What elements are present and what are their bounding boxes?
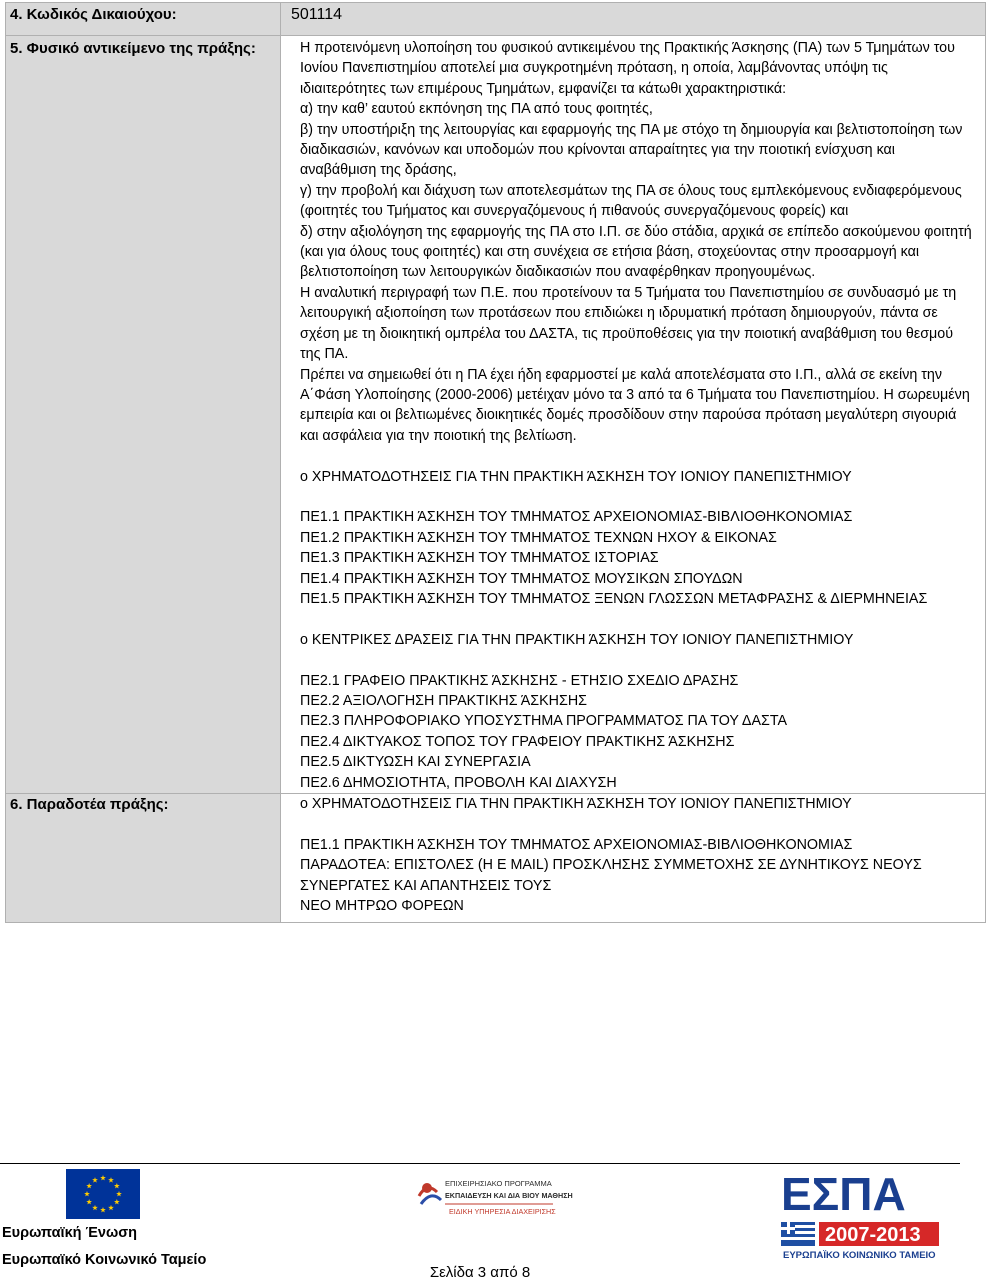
paragraph-intro: Η προτεινόμενη υλοποίηση του φυσικού αντικειμένου της Πρακτικής Άσκησης (ΠΑ) των 5 Τμημάτων του Ιονίου Πανεπιστημίου αποτελεί μια συγκροτημένη πρόταση, η οποία, λαμβάνοντας υπόψη τις ιδιαιτερότητες των επιμέρους Τμημάτων, εμφανίζει τα κάτωθι χαρακτηριστικά: [300,40,955,97]
deliverables-item: ΠΕ1.1 ΠΡΑΚΤΙΚΗ ΆΣΚΗΣΗ ΤΟΥ ΤΜΗΜΑΤΟΣ ΑΡΧΕΙΟΝΟΜΙΑΣ-ΒΙΒΛΙΟΘΗΚΟΝΟΜΙΑΣ [300,836,853,853]
group2-item: ΠΕ2.1 ΓΡΑΦΕΙΟ ΠΡΑΚΤΙΚΗΣ ΆΣΚΗΣΗΣ - ΕΤΗΣΙΟ ΣΧΕΔΙΟ ΔΡΑΣΗΣ [300,672,739,689]
group1-item: ΠΕ1.3 ΠΡΑΚΤΙΚΗ ΆΣΚΗΣΗ ΤΟΥ ΤΜΗΜΑΤΟΣ ΙΣΤΟΡΙΑΣ [300,550,659,567]
page-number: Σελίδα 3 από 8 [429,1264,531,1281]
paragraph-note: Πρέπει να σημειωθεί ότι η ΠΑ έχει ήδη εφαρμοστεί με καλά αποτελέσματα στο Ι.Π., αλλά σε εκείνη την Α΄Φάση Υλοποίησης (2000-2006) μετέιχαν μόνο τα 3 από τα 6 Τμήματα του Πανεπιστημίου. Η σωρευμένη εμπειρία και οι βελτιωμένες διοικητικές δομές προσδίδουν στην παρούσα πρόταση μεγαλύτερη σιγουριά και ασφάλεια για την ποιοτική της βελτίωση. [300,366,970,444]
op-logo-line2: ΕΚΠΑΙΔΕΥΣΗ ΚΑΙ ΔΙΑ ΒΙΟΥ ΜΑΘΗΣΗ [445,1191,573,1200]
espa-logo-caption: ΕΥΡΩΠΑΪΚΟ ΚΟΙΝΩΝΙΚΟ ΤΑΜΕΙΟ [783,1250,936,1261]
group1-item: ΠΕ1.4 ΠΡΑΚΤΙΚΗ ΆΣΚΗΣΗ ΤΟΥ ΤΜΗΜΑΤΟΣ ΜΟΥΣΙΚΩΝ ΣΠΟΥΔΩΝ [300,570,743,587]
greek-flag-icon [781,1222,815,1246]
paragraph-b: β) την υποστήριξη της λειτουργίας και εφαρμογής της ΠΑ με στόχο τη δημιουργία και βελτιστοποίηση των διαδικασιών, κανόνων και υποδομών που κρίνονται απαραίτητες για την ποιοτική ενίσχυση και αναβάθμιση της δράσης, [300,121,963,179]
group1-item: ΠΕ1.5 ΠΡΑΚΤΙΚΗ ΆΣΚΗΣΗ ΤΟΥ ΤΜΗΜΑΤΟΣ ΞΕΝΩΝ ΓΛΩΣΣΩΝ ΜΕΤΑΦΡΑΣΗΣ & ΔΙΕΡΜΗΝΕΙΑΣ [300,590,928,607]
physical-object-content [281,36,986,794]
document-table [5,2,986,923]
beneficiary-code-label: 4. Κωδικός Δικαιούχου: [6,3,281,36]
group2-item: ΠΕ2.4 ΔΙΚΤΥΑΚΟΣ ΤΟΠΟΣ ΤΟΥ ΓΡΑΦΕΙΟΥ ΠΡΑΚΤΙΚΗΣ ΆΣΚΗΣΗΣ [300,733,735,750]
page-footer [0,1163,960,1286]
group2-item: ΠΕ2.6 ΔΗΜΟΣΙΟΤΗΤΑ, ΠΡΟΒΟΛΗ ΚΑΙ ΔΙΑΧΥΣΗ [300,774,617,791]
group1-title: ο ΧΡΗΜΑΤΟΔΟΤΗΣΕΙΣ ΓΙΑ ΤΗΝ ΠΡΑΚΤΙΚΗ ΆΣΚΗΣΗ ΤΟΥ ΙΟΝΙΟΥ ΠΑΝΕΠΙΣΤΗΜΙΟΥ [300,468,852,485]
row-deliverables [6,793,986,922]
footer-divider [0,1163,960,1164]
eu-union-text: Ευρωπαϊκή Ένωση [2,1225,137,1241]
physical-object-label: 5. Φυσικό αντικείμενο της πράξης: [10,40,256,57]
group1-item: ΠΕ1.2 ΠΡΑΚΤΙΚΗ ΆΣΚΗΣΗ ΤΟΥ ΤΜΗΜΑΤΟΣ ΤΕΧΝΩΝ ΗΧΟΥ & ΕΙΚΟΝΑΣ [300,529,777,546]
paragraph-description: Η αναλυτική περιγραφή των Π.Ε. που προτείνουν τα 5 Τμήματα του Πανεπιστημίου σε συνδυασμό με τη λειτουργική αξιοποίηση των προτάσεων που επιδιώκει η ιδρυματική πρόταση δημιουργούν, πάντα σε σχέση με τη διοικητική ομπρέλα του ΔΑΣΤΑ, τις προϋποθέσεις για την ποιοτική αναβάθμιση του θεσμού της ΠΑ. [300,284,957,363]
group2-item: ΠΕ2.5 ΔΙΚΤΥΩΣΗ ΚΑΙ ΣΥΝΕΡΓΑΣΙΑ [300,754,531,771]
row-physical-object [6,36,986,794]
paragraph-a: α) την καθ’ εαυτού εκπόνηση της ΠΑ από τους φοιτητές, [300,101,653,118]
group2-title: ο ΚΕΝΤΡΙΚΕΣ ΔΡΑΣΕΙΣ ΓΙΑ ΤΗΝ ΠΡΑΚΤΙΚΗ ΆΣΚΗΣΗ ΤΟΥ ΙΟΝΙΟΥ ΠΑΝΕΠΙΣΤΗΜΙΟΥ [300,631,854,648]
group2-item: ΠΕ2.2 ΑΞΙΟΛΟΓΗΣΗ ΠΡΑΚΤΙΚΗΣ ΆΣΚΗΣΗΣ [300,692,587,709]
beneficiary-code-value: 501114 [281,3,986,36]
espa-logo-years: 2007-2013 [825,1224,921,1246]
op-logo-line1: ΕΠΙΧΕΙΡΗΣΙΑΚΟ ΠΡΟΓΡΑΜΜΑ [445,1179,552,1188]
row-beneficiary-code [6,3,986,36]
group1-item: ΠΕ1.1 ΠΡΑΚΤΙΚΗ ΆΣΚΗΣΗ ΤΟΥ ΤΜΗΜΑΤΟΣ ΑΡΧΕΙΟΝΟΜΙΑΣ-ΒΙΒΛΙΟΘΗΚΟΝΟΜΙΑΣ [300,509,853,526]
espa-logo-word: ΕΣΠΑ [781,1168,906,1220]
eu-flag-icon [66,1169,140,1219]
deliverables-item: ΝΕΟ ΜΗΤΡΩΟ ΦΟΡΕΩΝ [300,897,464,914]
op-logo-mark-icon [419,1183,441,1204]
paragraph-d: δ) στην αξιολόγηση της εφαρμογής της ΠΑ στο Ι.Π. σε δύο στάδια, αρχικά σε επίπεδο ασκούμενου φοιτητή (και για όλους τους φοιτητές) και στη συνέχεια σε ετήσια βάση, στοχεύοντας στην προσαρμογή και βελτιστοποίηση των λειτουργικών διαδικασιών που αναφέρθηκαν προηγουμένως. [300,223,972,281]
espa-logo [775,1168,945,1262]
op-education-logo [415,1174,573,1246]
deliverables-item: ΠΑΡΑΔΟΤΕΑ: ΕΠΙΣΤΟΛΕΣ (Η Ε MAIL) ΠΡΟΣΚΛΗΣΗΣ ΣΥΜΜΕΤΟΧΗΣ ΣΕ ΔΥΝΗΤΙΚΟΥΣ ΝΕΟΥΣ ΣΥΝΕΡΓΑΤΕΣ ΚΑΙ ΑΠΑΝΤΗΣΕΙΣ ΤΟΥΣ [300,857,922,894]
paragraph-c: γ) την προβολή και διάχυση των αποτελεσμάτων της ΠΑ σε όλους τους εμπλεκόμενους ενδιαφερόμενους (φοιτητές του Τμήματος και συνεργαζόμενους ή πιθανούς συνεργαζόμενους φορείς) και [300,182,962,220]
deliverables-label: 6. Παραδοτέα πράξης: [10,795,169,813]
group2-item: ΠΕ2.3 ΠΛΗΡΟΦΟΡΙΑΚΟ ΥΠΟΣΥΣΤΗΜΑ ΠΡΟΓΡΑΜΜΑΤΟΣ ΠΑ ΤΟΥ ΔΑΣΤΑ [300,713,788,730]
eu-social-fund-text: Ευρωπαϊκό Κοινωνικό Ταμείο [2,1252,207,1268]
deliverables-title: ο ΧΡΗΜΑΤΟΔΟΤΗΣΕΙΣ ΓΙΑ ΤΗΝ ΠΡΑΚΤΙΚΗ ΆΣΚΗΣΗ ΤΟΥ ΙΟΝΙΟΥ ΠΑΝΕΠΙΣΤΗΜΙΟΥ [300,795,852,812]
deliverables-content [281,793,986,922]
op-logo-line3: ΕΙΔΙΚΗ ΥΠΗΡΕΣΙΑ ΔΙΑΧΕΙΡΙΣΗΣ [449,1207,556,1216]
